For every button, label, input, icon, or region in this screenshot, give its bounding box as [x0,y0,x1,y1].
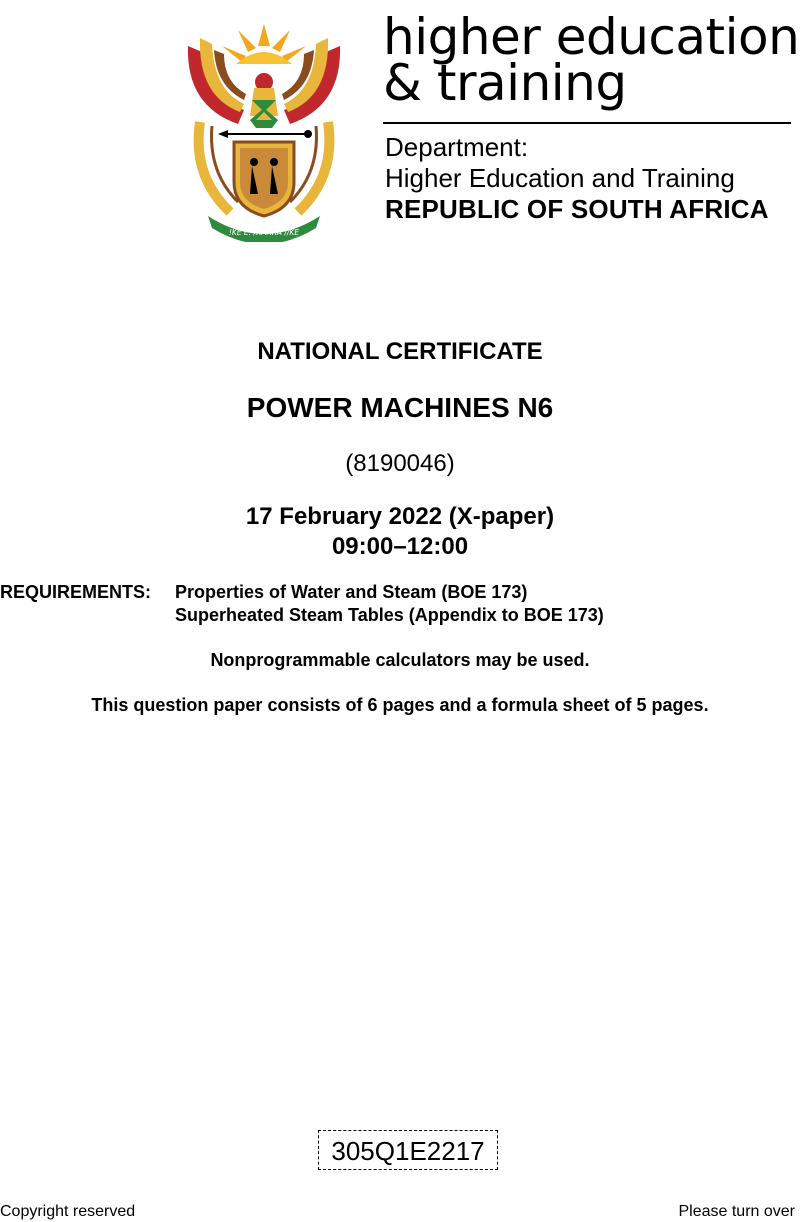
brand-line-2: & training [383,54,627,112]
exam-time: 09:00–12:00 [331,533,469,560]
sun-icon [222,24,306,64]
shield-icon [234,142,294,216]
subject-title: POWER MACHINES N6 [246,392,554,423]
requirement-item: Superheated Steam Tables (Appendix to BOE 173) [175,605,604,625]
exam-date: 17 February 2022 (X-paper) [245,503,555,530]
requirement-item: Properties of Water and Steam (BOE 173) [175,582,528,602]
country-name: REPUBLIC OF SOUTH AFRICA [385,194,769,224]
spear-icon [218,130,312,138]
motto-ribbon [208,216,320,242]
paper-code-box: 305Q1E2217 [318,1130,498,1170]
department-branding [383,8,800,224]
motto-text: !KE E: /XARRA //KE [228,228,300,237]
footer-turn-over: Please turn over [678,1203,795,1220]
brand-divider [383,122,791,124]
calculator-note: Nonprogrammable calculators may be used. [210,650,590,670]
department-name: Higher Education and Training [385,163,735,193]
subject-code: (8190046) [345,450,455,477]
footer-copyright: Copyright reserved [0,1203,136,1220]
brand-line-1: higher education [383,8,800,66]
coat-of-arms-logo [178,16,350,242]
page-count-note: This question paper consists of 6 pages and a formula sheet of 5 pages. [91,695,709,715]
certificate-title: NATIONAL CERTIFICATE [257,338,543,365]
department-label: Department: [385,132,529,162]
requirements-label: REQUIREMENTS: [0,582,152,602]
requirements-list [175,581,604,627]
